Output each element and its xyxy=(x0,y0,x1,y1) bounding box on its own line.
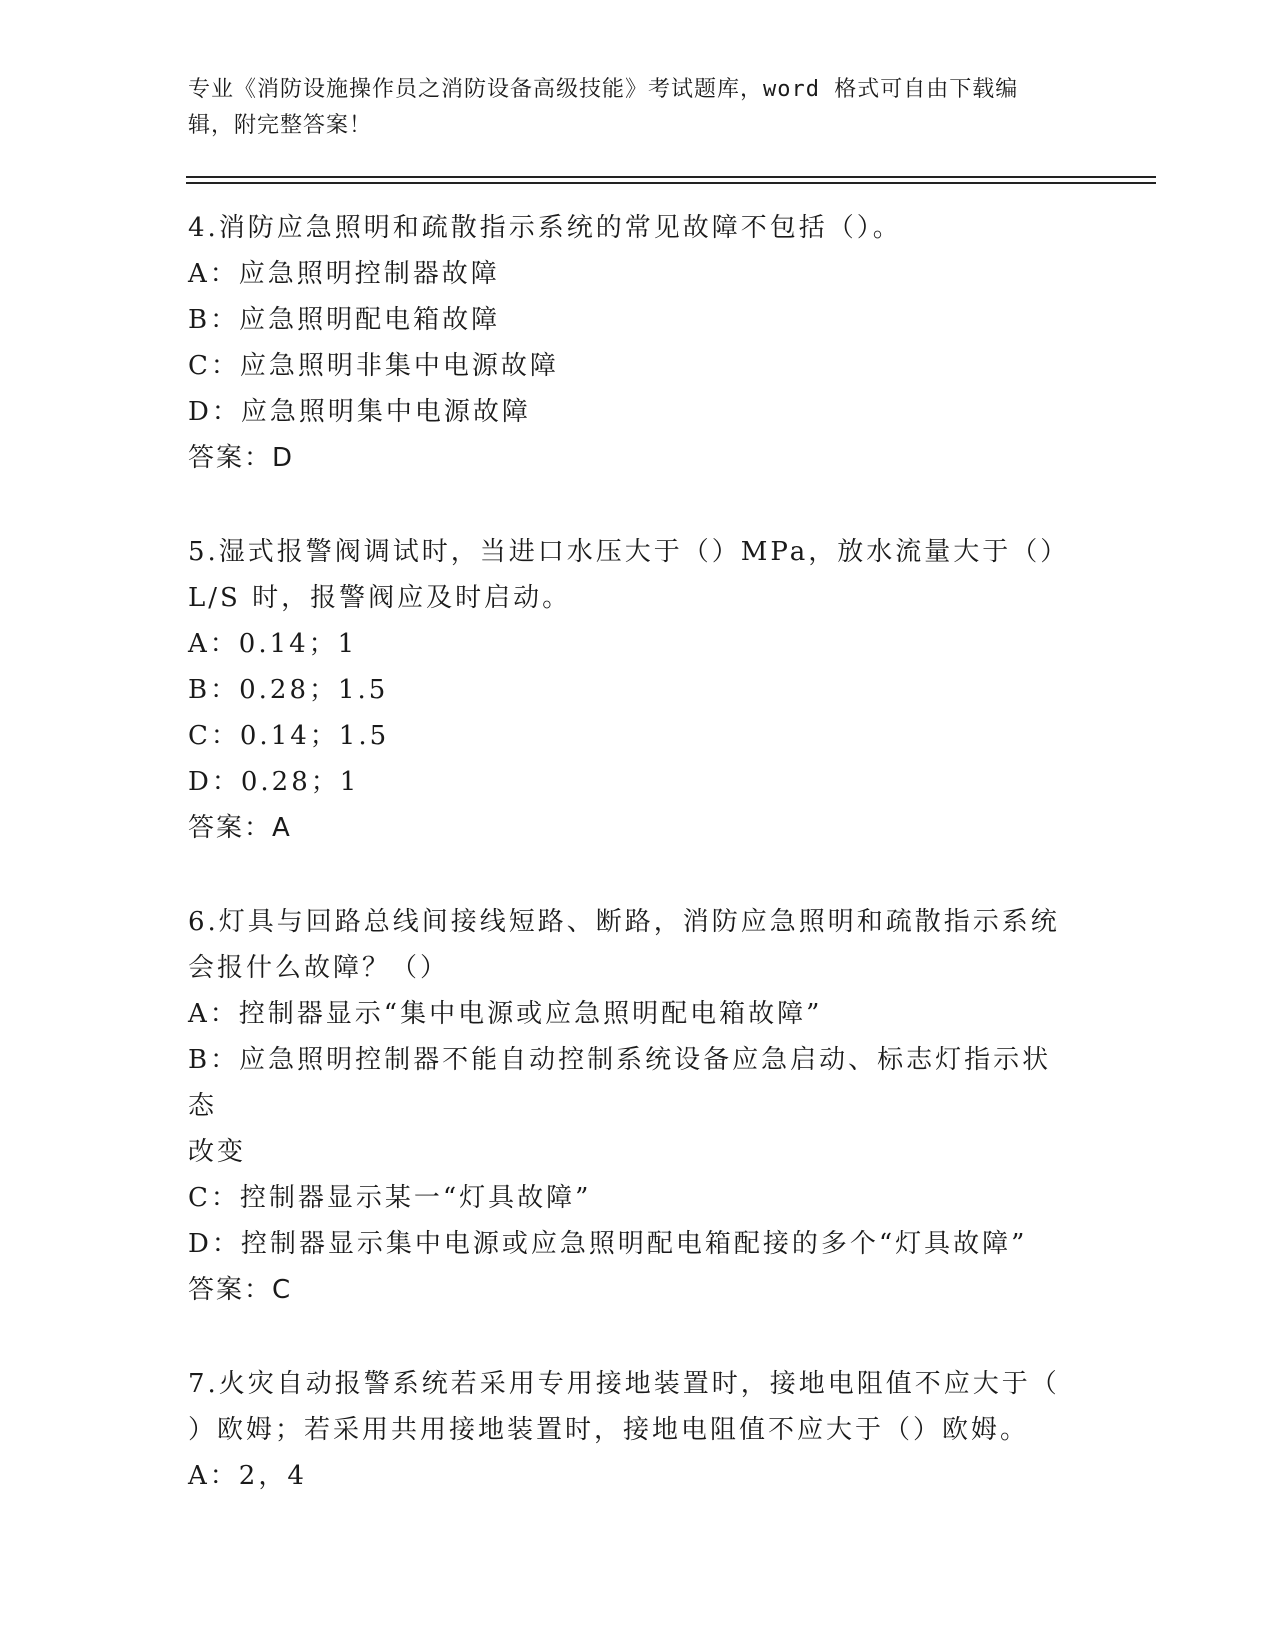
answer-label: 答案：C xyxy=(188,1275,293,1305)
question-6 xyxy=(188,899,1078,1313)
answer-label: 答案：D xyxy=(188,443,295,473)
option-d: D：应急照明集中电源故障 xyxy=(188,397,531,427)
question-stem-continued: 会报什么故障？（） xyxy=(188,953,450,983)
question-stem: 4.消防应急照明和疏散指示系统的常见故障不包括（）。 xyxy=(188,213,902,243)
question-4 xyxy=(188,205,1078,481)
question-stem: 7.火灾自动报警系统若采用专用接地装置时，接地电阻值不应大于（ xyxy=(188,1369,1060,1399)
option-c: C：0.14；1.5 xyxy=(188,721,390,751)
option-c: C：控制器显示某一“灯具故障” xyxy=(188,1183,592,1213)
option-c: C：应急照明非集中电源故障 xyxy=(188,351,559,381)
question-list xyxy=(188,205,1078,1547)
question-7 xyxy=(188,1361,1078,1499)
option-d: D：0.28；1 xyxy=(188,767,360,797)
option-b-continued: 改变 xyxy=(188,1137,247,1167)
header-divider-top xyxy=(186,176,1156,178)
option-a: A：控制器显示“集中电源或应急照明配电箱故障” xyxy=(188,999,823,1029)
answer-label: 答案：A xyxy=(188,813,292,843)
question-stem: 5.湿式报警阀调试时，当进口水压大于（）MPa，放水流量大于（） xyxy=(188,537,1070,567)
option-a: A：应急照明控制器故障 xyxy=(188,259,500,289)
option-a: A：2，4 xyxy=(188,1461,307,1491)
option-b: B：应急照明配电箱故障 xyxy=(188,305,501,335)
header-divider-bottom xyxy=(186,182,1156,184)
document-header xyxy=(188,72,1068,144)
question-stem: 6.灯具与回路总线间接线短路、断路，消防应急照明和疏散指示系统 xyxy=(188,907,1060,937)
question-stem-continued: ）欧姆；若采用共用接地装置时，接地电阻值不应大于（）欧姆。 xyxy=(188,1415,1030,1445)
question-5 xyxy=(188,529,1078,851)
header-line-2: 辑，附完整答案！ xyxy=(188,113,373,138)
header-line-1: 专业《消防设施操作员之消防设备高级技能》考试题库，word 格式可自由下载编 xyxy=(188,77,1019,102)
question-stem-continued: L/S 时，报警阀应及时启动。 xyxy=(188,583,572,613)
option-b: B：应急照明控制器不能自动控制系统设备应急启动、标志灯指示状态 xyxy=(188,1045,1052,1121)
option-b: B：0.28；1.5 xyxy=(188,675,389,705)
option-d: D：控制器显示集中电源或应急照明配电箱配接的多个“灯具故障” xyxy=(188,1229,1028,1259)
option-a: A：0.14；1 xyxy=(188,629,358,659)
